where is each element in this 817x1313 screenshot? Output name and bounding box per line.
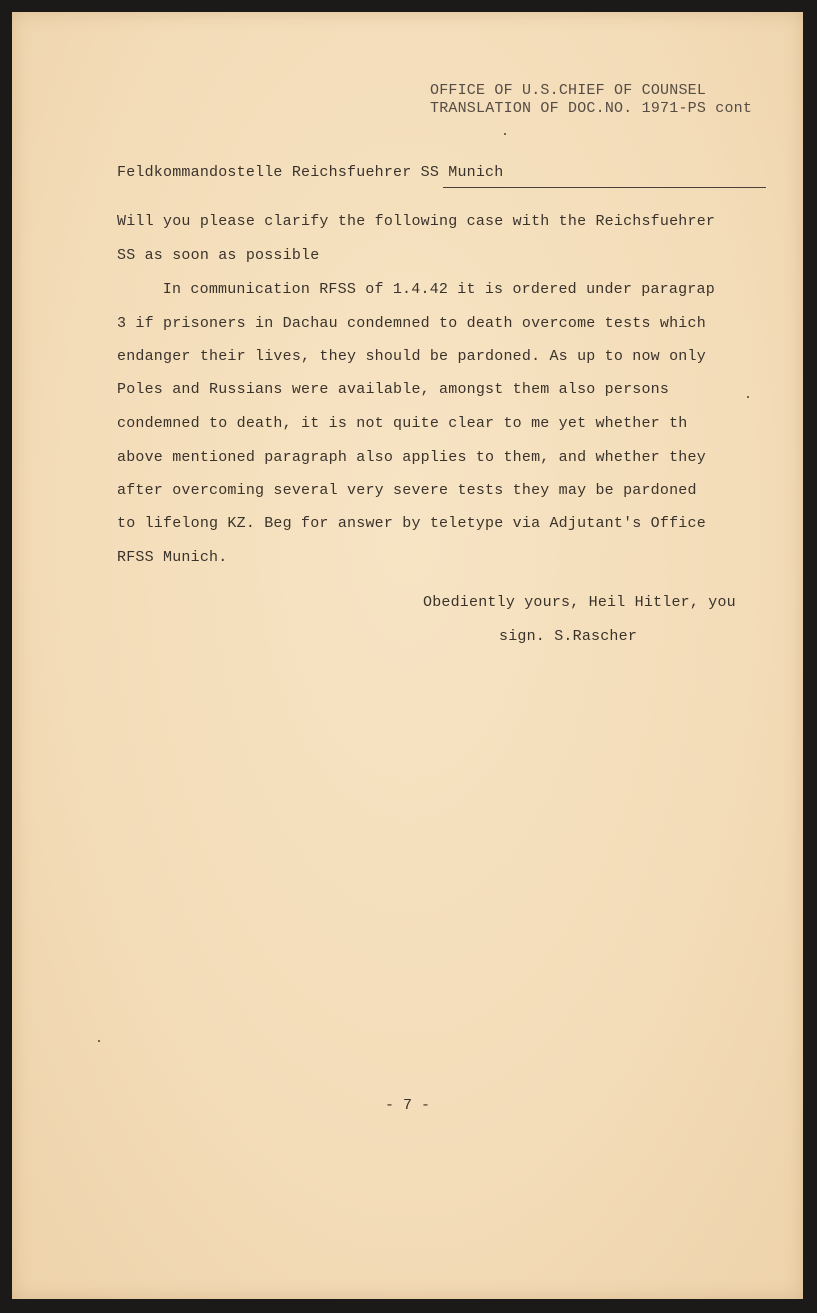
header-underline — [443, 187, 766, 188]
body-line: after overcoming several very severe tests they may be pardoned — [117, 482, 697, 499]
addressee-line: Feldkommandostelle Reichsfuehrer SS Munich — [117, 164, 504, 181]
body-line: Poles and Russians were available, amongst them also persons — [117, 381, 670, 398]
ink-speck — [98, 1040, 100, 1042]
page-number: - 7 - — [384, 1097, 430, 1114]
signature-line: sign. S.Rascher — [499, 628, 638, 645]
body-line: SS as soon as possible — [117, 247, 320, 264]
closing-line: Obediently yours, Heil Hitler, you — [423, 594, 736, 611]
body-line: to lifelong KZ. Beg for answer by teletype via Adjutant's Office — [117, 515, 706, 532]
ink-speck — [504, 133, 506, 135]
body-line: condemned to death, it is not quite clear to me yet whether th — [117, 415, 688, 432]
body-line: In communication RFSS of 1.4.42 it is ordered under paragrap — [126, 281, 715, 298]
body-line: above mentioned paragraph also applies to them, and whether they — [117, 449, 706, 466]
paper-sheet — [12, 12, 803, 1299]
document-header — [430, 82, 775, 118]
body-line: 3 if prisoners in Dachau condemned to death overcome tests which — [117, 315, 706, 332]
header-office: OFFICE OF U.S.CHIEF OF COUNSEL — [430, 82, 707, 99]
body-line: Will you please clarify the following case with the Reichsfuehrer — [117, 213, 716, 230]
ink-speck — [747, 396, 749, 398]
body-line: RFSS Munich. — [117, 549, 228, 566]
body-line: endanger their lives, they should be pardoned. As up to now only — [117, 348, 706, 365]
header-translation: TRANSLATION OF DOC.NO. 1971-PS cont — [430, 100, 753, 117]
